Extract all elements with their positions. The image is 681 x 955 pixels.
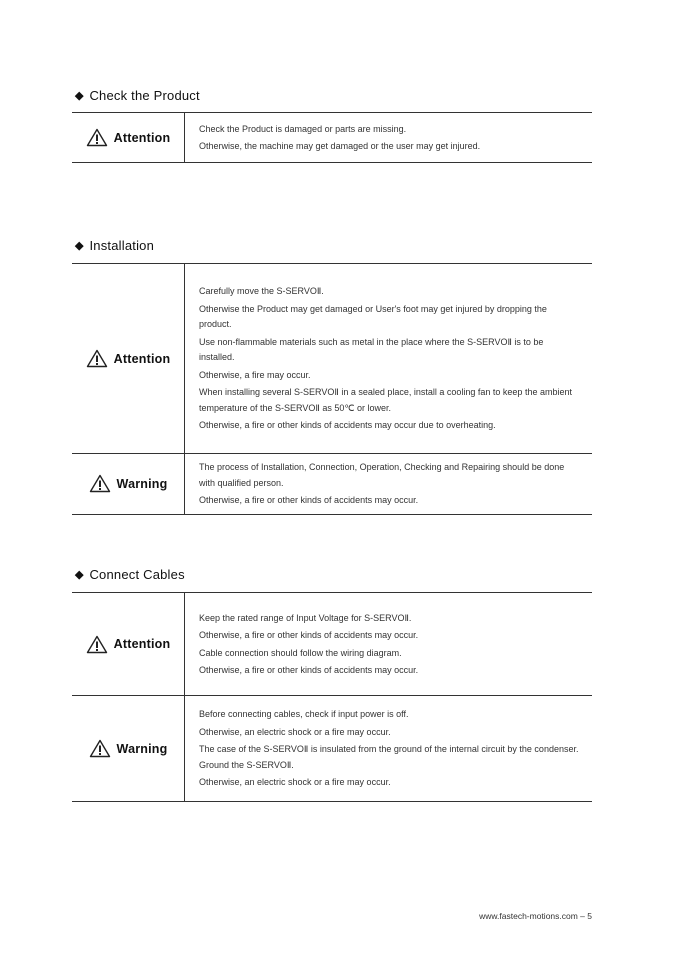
diamond-bullet-icon: ◆ — [75, 569, 84, 581]
notice-consequence: Otherwise the Product may get damaged or User's foot may get injured by dropping the product. — [199, 303, 547, 330]
page-footer: www.fastech-motions.com – 5 — [479, 911, 592, 921]
diamond-bullet-icon: ◆ — [75, 90, 84, 102]
notice-label-text: Attention — [113, 130, 171, 145]
notice-consequence: Otherwise, an electric shock or a fire may occur. — [199, 726, 391, 737]
notice-text: Cable connection should follow the wiring diagram. — [199, 647, 402, 658]
warning-triangle-icon — [89, 739, 111, 758]
warning-triangle-icon — [86, 635, 108, 654]
notice-table-connect-cables — [72, 592, 592, 802]
section-title-text: Installation — [89, 238, 155, 253]
notice-row-warning — [72, 696, 592, 802]
notice-row-attention — [72, 264, 592, 454]
notice-text: Check the Product is damaged or parts are missing. — [199, 123, 407, 134]
warning-triangle-icon — [86, 349, 108, 368]
notice-content-cell — [185, 113, 593, 163]
notice-consequence: Otherwise, a fire or other kinds of accidents may occur. — [199, 630, 419, 640]
notice-content-cell — [185, 696, 593, 802]
notice-label-cell — [72, 593, 185, 696]
notice-table-installation — [72, 263, 592, 515]
diamond-bullet-icon: ◆ — [75, 240, 84, 252]
notice-text: When installing several S-SERVOⅡ in a sealed place, install a cooling fan to keep the ambient temperature of the S-SERVOⅡ as 50℃ or lower. — [199, 387, 572, 413]
notice-content-cell — [185, 264, 593, 454]
notice-table-check-product — [72, 112, 592, 163]
notice-row-warning — [72, 454, 592, 515]
section-title-text: Connect Cables — [89, 567, 185, 582]
notice-content-cell — [185, 454, 593, 515]
warning-triangle-icon — [89, 474, 111, 493]
notice-label-cell — [72, 113, 185, 163]
notice-text: Carefully move the S-SERVOⅡ. — [199, 286, 324, 297]
warning-triangle-icon — [86, 128, 108, 147]
notice-consequence: Otherwise, the machine may get damaged or the user may get injured. — [199, 141, 481, 151]
notice-consequence: Otherwise, a fire or other kinds of accidents may occur due to overheating. — [199, 420, 496, 431]
notice-row-attention — [72, 593, 592, 696]
notice-text: Keep the rated range of Input Voltage for S-SERVOⅡ. — [199, 612, 412, 623]
section-title-connect-cables — [75, 567, 185, 582]
notice-text: The case of the S-SERVOⅡ is insulated from the ground of the internal circuit by the condenser. Ground the S-SERVOⅡ. — [199, 744, 579, 770]
notice-consequence: Otherwise, a fire may occur. — [199, 369, 311, 380]
notice-label-text: Attention — [113, 637, 171, 651]
notice-consequence: Otherwise, a fire or other kinds of accidents may occur. — [199, 495, 419, 505]
notice-text: The process of Installation, Connection, Operation, Checking and Repairing should be done with qualified person. — [199, 462, 565, 488]
notice-consequence: Otherwise, a fire or other kinds of accidents may occur. — [199, 665, 419, 675]
notice-consequence: Otherwise, an electric shock or a fire may occur. — [199, 777, 391, 788]
notice-label-text: Warning — [116, 476, 168, 491]
section-title-installation — [75, 238, 154, 253]
notice-label-cell — [72, 696, 185, 802]
notice-row-attention — [72, 113, 592, 163]
notice-label-cell — [72, 454, 185, 515]
section-title-text: Check the Product — [89, 88, 200, 103]
notice-content-cell — [185, 593, 593, 696]
notice-label-text: Attention — [113, 351, 171, 366]
notice-text: Before connecting cables, check if input power is off. — [199, 709, 409, 720]
notice-text: Use non-flammable materials such as metal in the place where the S-SERVOⅡ is to be installed. — [199, 336, 544, 363]
notice-label-cell — [72, 264, 185, 454]
section-title-check-product — [75, 88, 200, 103]
notice-label-text: Warning — [116, 741, 168, 756]
